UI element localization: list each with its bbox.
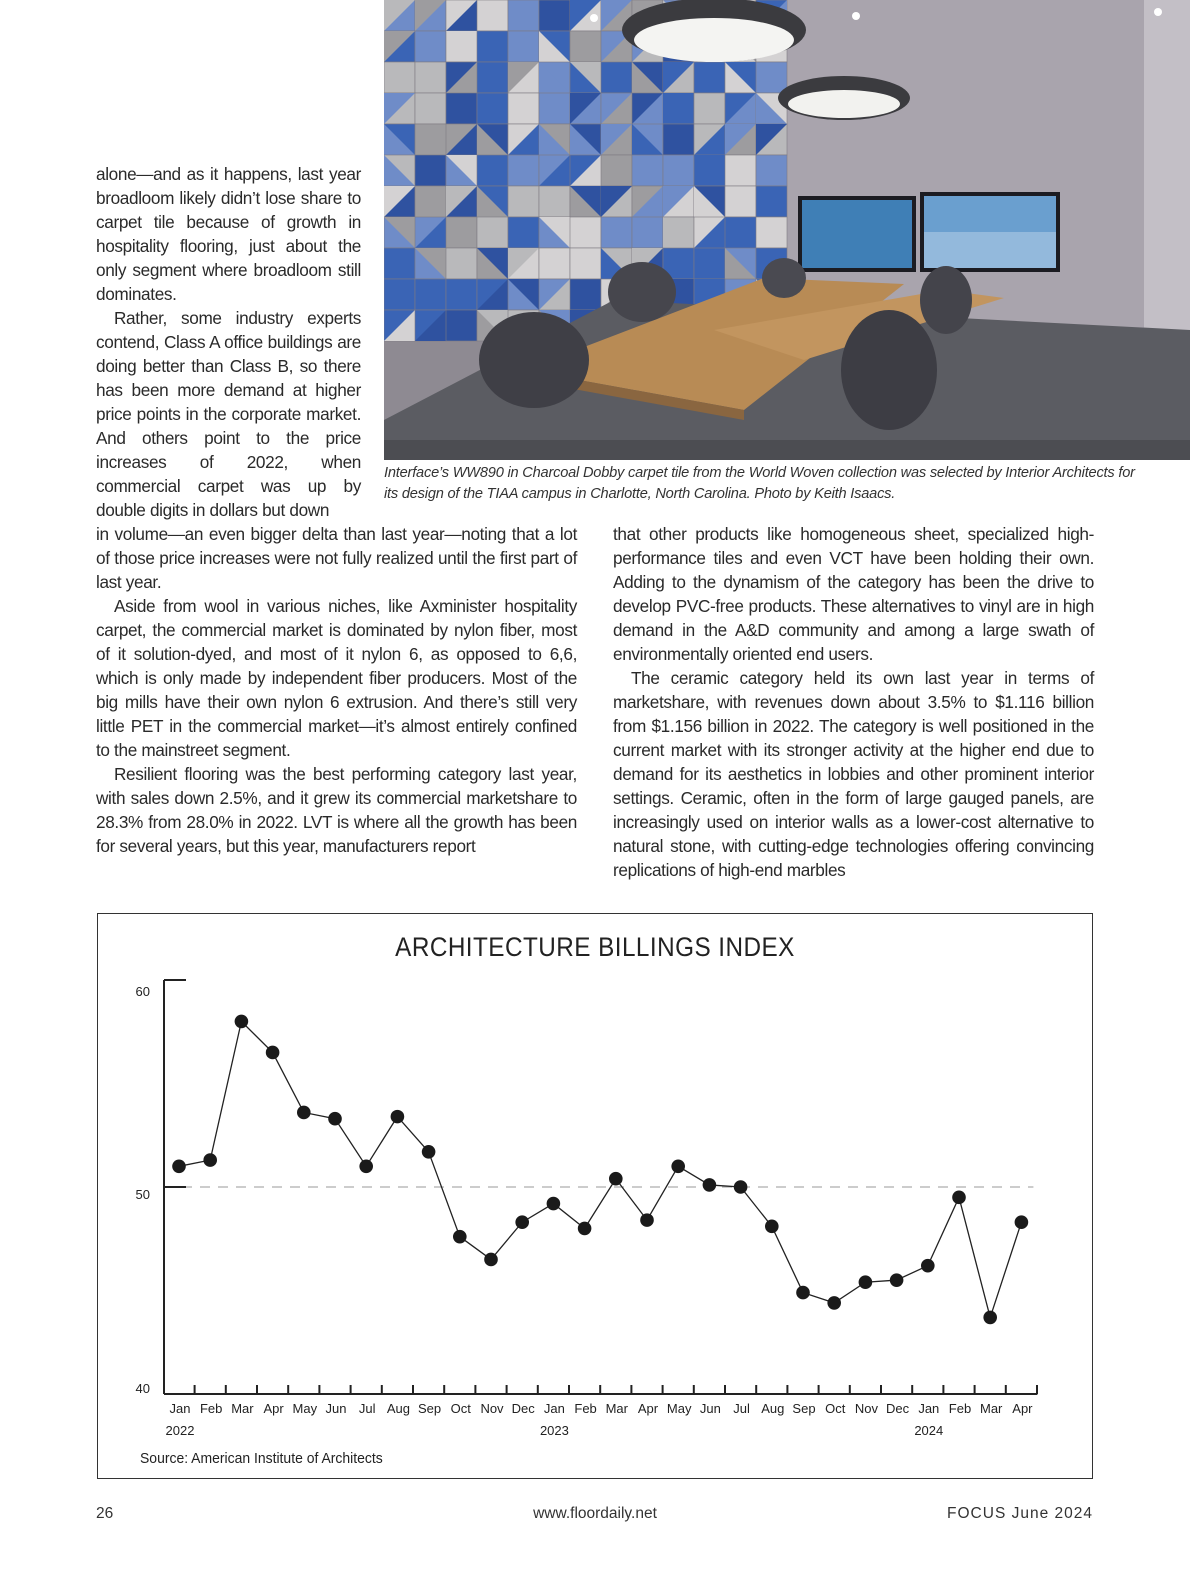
abi-data-point <box>484 1253 498 1267</box>
x-tick-label: Dec <box>886 1401 910 1416</box>
conference-room-illustration <box>384 0 1190 460</box>
chart-source: Source: American Institute of Architects <box>140 1450 383 1467</box>
wall-panel-tile <box>725 155 756 186</box>
abi-data-point <box>796 1286 810 1300</box>
x-tick-label: Sep <box>418 1401 442 1416</box>
x-tick-label: Feb <box>948 1401 972 1416</box>
abi-data-point <box>297 1106 311 1120</box>
abi-data-point <box>172 1160 186 1174</box>
wall-panel-tile <box>508 93 539 124</box>
x-tick-label: Apr <box>1012 1401 1033 1416</box>
abi-data-point <box>765 1220 779 1234</box>
abi-data-point <box>235 1015 249 1029</box>
wall-panel-tile <box>415 279 446 310</box>
wall-panel-tile <box>415 155 446 186</box>
y-tick-label: 60 <box>135 984 150 999</box>
abi-data-point <box>952 1191 966 1205</box>
wall-panel-tile <box>446 279 477 310</box>
wall-panel-tile <box>384 248 415 279</box>
wall-panel-tile <box>539 186 570 217</box>
wall-panel-tile <box>632 155 663 186</box>
x-tick-label: Nov <box>480 1401 504 1416</box>
abi-data-point <box>422 1145 436 1159</box>
x-tick-label: May <box>292 1401 318 1416</box>
wall-panel-tile <box>570 31 601 62</box>
abi-data-point <box>827 1296 841 1310</box>
year-label: 2023 <box>539 1423 569 1438</box>
article-narrow-column <box>96 162 361 522</box>
x-tick-label: Jan <box>543 1401 565 1416</box>
wall-panel-tile <box>663 155 694 186</box>
abi-data-point <box>203 1153 217 1167</box>
abi-data-point <box>547 1197 561 1211</box>
wall-panel-tile <box>570 279 601 310</box>
article-right-column <box>613 522 1094 882</box>
abi-data-point <box>453 1230 467 1244</box>
wall-panel-tile <box>477 31 508 62</box>
wall-panel-tile <box>756 217 787 248</box>
wall-panel-tile <box>694 62 725 93</box>
wall-panel-tile <box>570 248 601 279</box>
footer-website: www.floordaily.net <box>533 1505 657 1522</box>
abi-data-point <box>859 1275 873 1289</box>
paragraph: Resilient flooring was the best performing category last year, with sales down 2.5%, and it grew its commercial marketshare to 28.3% from 28.0% in 2022. LVT is where all the growth has been for several years, but this year, manufacturers report <box>96 764 577 856</box>
x-tick-label: Jun <box>699 1401 721 1416</box>
paragraph: Aside from wool in various niches, like Axminister hospitality carpet, the commercial market is dominated by nylon fiber, most of it solution-dyed, and most of it nylon 6, as opposed to 6,6, which is only made by independent fiber producers. Most of the big mills have their own nylon 6 extrusion. And there’s still very little PET in the commercial market—it’s almost entirely confined to the mainstreet segment. <box>96 596 577 760</box>
x-tick-label: Jul <box>358 1401 376 1416</box>
chart-title: ARCHITECTURE BILLINGS INDEX <box>395 932 795 962</box>
x-tick-label: Apr <box>263 1401 284 1416</box>
year-label: 2024 <box>914 1423 944 1438</box>
wall-panel-tile <box>508 217 539 248</box>
x-tick-label: Oct <box>450 1401 471 1416</box>
abi-data-point <box>359 1160 373 1174</box>
wall-panel-tile <box>446 248 477 279</box>
wall-panel-tile <box>415 62 446 93</box>
abi-data-point <box>734 1180 748 1194</box>
y-tick-label: 50 <box>135 1187 150 1202</box>
abi-data-point <box>609 1172 623 1186</box>
wall-panel-tile <box>384 279 415 310</box>
year-label: 2022 <box>165 1423 195 1438</box>
paragraph: alone—and as it happens, last year broadloom likely didn’t lose share to carpet tile because of growth in hospitality flooring, just about the only segment where broadloom still dominates. <box>96 164 361 304</box>
abi-data-point <box>328 1112 342 1126</box>
wall-panel-tile <box>508 155 539 186</box>
wall-panel-tile <box>539 93 570 124</box>
wall-panel-tile <box>415 31 446 62</box>
abi-data-point <box>1015 1215 1029 1229</box>
wall-panel-tile <box>477 0 508 31</box>
abi-data-point <box>890 1273 904 1287</box>
paragraph: in volume—an even bigger delta than last year—noting that a lot of those price increases were not fully realized until the first part of last year. <box>96 524 577 592</box>
wall-panel-tile <box>632 217 663 248</box>
wall-panel-tile <box>477 62 508 93</box>
abi-data-point <box>391 1110 405 1124</box>
x-tick-label: Aug <box>761 1401 785 1416</box>
wall-panel-tile <box>694 248 725 279</box>
x-tick-label: Feb <box>199 1401 223 1416</box>
wall-panel-tile <box>508 186 539 217</box>
x-tick-label: Jul <box>733 1401 750 1416</box>
wall-panel-tile <box>694 93 725 124</box>
abi-data-point <box>515 1215 529 1229</box>
abi-data-point <box>640 1213 654 1227</box>
x-tick-label: Mar <box>605 1401 628 1416</box>
abi-data-point <box>983 1311 997 1325</box>
wall-panel-tile <box>756 186 787 217</box>
page-number: 26 <box>96 1505 114 1522</box>
paragraph: that other products like homogeneous sheet, specialized high-performance tiles and even VCT have been holding their own. Adding to the dynamism of the category has been the drive to develop PVC-free products. These alternatives to vinyl are in high demand in the A&D community and among a large swath of environmentally oriented end users. <box>613 524 1094 664</box>
wall-panel-tile <box>477 155 508 186</box>
wall-panel-tile <box>756 155 787 186</box>
abi-data-point <box>578 1222 592 1236</box>
abi-data-point <box>671 1160 685 1174</box>
x-tick-label: Apr <box>637 1401 659 1416</box>
x-tick-label: Mar <box>980 1401 1003 1416</box>
wall-panel-tile <box>446 93 477 124</box>
x-tick-label: Nov <box>854 1401 878 1416</box>
wall-panel-tile <box>384 62 415 93</box>
abi-data-point <box>703 1178 717 1192</box>
wall-panel-tile <box>601 62 632 93</box>
abi-chart-svg <box>98 914 1092 1478</box>
wall-panel-tile <box>446 310 477 341</box>
abi-series-line <box>179 1021 1021 1317</box>
x-tick-label: May <box>666 1401 692 1416</box>
wall-panel-tile <box>508 0 539 31</box>
x-tick-label: Feb <box>574 1401 597 1416</box>
wall-panel-tile <box>539 0 570 31</box>
paragraph: Rather, some industry experts contend, Class A office buildings are doing better than Class B, so there has been more demand at higher price points in the corporate market. And others point to the price increases of 2022, when commercial carpet was up by double digits in dollars but down <box>96 308 361 520</box>
x-tick-label: Sep <box>792 1401 816 1416</box>
wall-panel-tile <box>601 217 632 248</box>
wall-panel-tile <box>570 217 601 248</box>
paragraph: The ceramic category held its own last year in terms of marketshare, with revenues down about 3.5% to $1.116 billion from $1.156 billion in 2022. The category is well positioned in the current market with its stronger activity at the higher end due to demand for its aesthetics in lobbies and other prominent interior settings. Ceramic, often in the form of large gauged panels, are increasingly used on interior walls as a lower-cost alternative to natural stone, with cutting-edge technologies offering convincing replications of high-end marbles <box>613 668 1094 880</box>
wall-panel-tile <box>539 248 570 279</box>
x-tick-label: Aug <box>386 1401 410 1416</box>
wall-panel-tile <box>477 217 508 248</box>
x-tick-label: Oct <box>825 1401 846 1416</box>
footer-publication: FOCUS June 2024 <box>947 1505 1093 1522</box>
x-tick-label: Jan <box>169 1401 191 1416</box>
photo-caption: Interface’s WW890 in Charcoal Dobby carpet tile from the World Woven collection was selected by Interior Architects for its design of the TIAA campus in Charlotte, North Carolina. Photo by Keith Isaacs. <box>384 465 1135 502</box>
x-tick-label: Dec <box>511 1401 535 1416</box>
wall-panel-tile <box>663 124 694 155</box>
wall-panel-tile <box>725 186 756 217</box>
wall-panel-tile <box>477 93 508 124</box>
article-left-column <box>96 522 577 858</box>
conference-room-photo <box>384 0 1190 460</box>
wall-panel-tile <box>601 155 632 186</box>
x-tick-label: Jan <box>918 1401 940 1416</box>
wall-panel-tile <box>508 31 539 62</box>
x-tick-label: Jun <box>325 1401 347 1416</box>
abi-data-point <box>266 1046 280 1060</box>
abi-chart <box>97 913 1093 1479</box>
wall-panel-tile <box>415 93 446 124</box>
x-tick-label: Mar <box>231 1401 254 1416</box>
wall-panel-tile <box>756 62 787 93</box>
wall-panel-tile <box>446 217 477 248</box>
y-tick-label: 40 <box>135 1381 150 1396</box>
abi-data-point <box>921 1259 935 1273</box>
